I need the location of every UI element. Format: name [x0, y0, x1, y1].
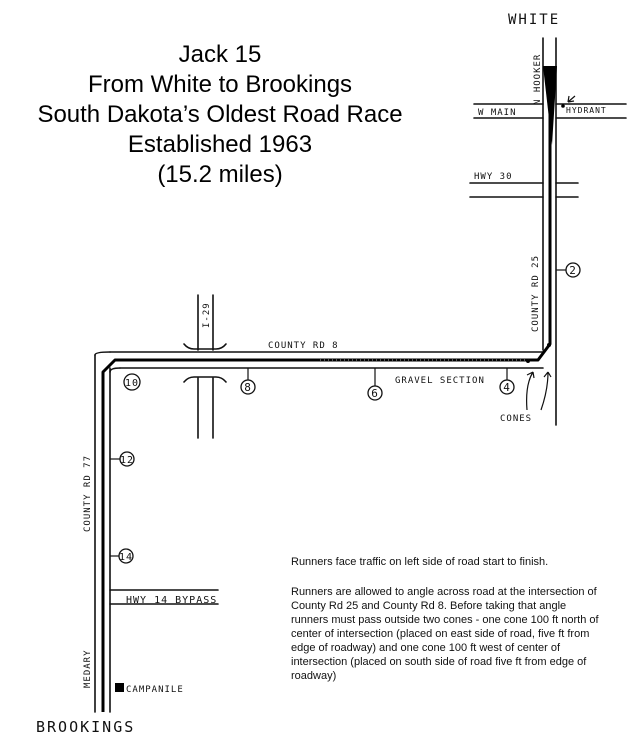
road-label-i29: I-29	[202, 302, 212, 328]
note-face-traffic: Runners face traffic on left side of road start to finish.	[291, 556, 549, 568]
mile-marker-2	[556, 263, 580, 277]
note-angle-rules: Runners are allowed to angle across road at the intersection of County Rd 25 and County Rd 8. Before taking that angle runners must pass outside two cones - one cone 100 ft north of center of intersection (placed on east side of road, five ft from edge of roadway) and one cone 100 ft west of center of intersection (placed on south side of road five ft from edge of roadway)	[291, 586, 599, 682]
town-label-brookings: BROOKINGS	[36, 718, 136, 736]
cones-arrow-2	[541, 372, 551, 410]
road-label-county-rd-77: COUNTY RD 77	[83, 454, 93, 532]
mile-marker-8	[241, 368, 255, 394]
county-rd-77-inner-corner	[110, 368, 120, 372]
town-label-white: WHITE	[508, 12, 561, 28]
svg-text:12: 12	[119, 455, 135, 466]
road-label-county-rd-8: COUNTY RD 8	[268, 341, 339, 351]
svg-text:4: 4	[503, 381, 511, 394]
road-label-cones: CONES	[500, 414, 533, 424]
i29-overpass-south	[184, 377, 226, 382]
svg-text:2: 2	[569, 264, 577, 277]
county-rd-77-corner	[95, 352, 110, 355]
cone-marker-west	[526, 359, 530, 363]
title-line-2: From White to Brookings	[87, 71, 353, 98]
hydrant-dot	[561, 104, 565, 108]
mile-marker-12	[110, 452, 134, 466]
svg-text:14: 14	[118, 552, 134, 563]
road-label-hydrant: HYDRANT	[566, 106, 607, 115]
landmark-label-campanile: CAMPANILE	[126, 685, 184, 695]
road-label-w-main: W MAIN	[478, 108, 517, 118]
title-line-3: South Dakota’s Oldest Road Race	[37, 101, 403, 128]
road-label-n-hooker: N HOOKER	[533, 53, 543, 105]
title-line-1: Jack 15	[178, 41, 262, 68]
i29-overpass-north	[184, 344, 226, 349]
mile-marker-14	[110, 549, 133, 563]
cone-marker-north	[547, 343, 551, 347]
mile-marker-6	[368, 368, 382, 400]
road-label-county-rd-25: COUNTY RD 25	[531, 254, 541, 332]
svg-text:6: 6	[371, 387, 379, 400]
road-label-gravel-section: GRAVEL SECTION	[395, 376, 485, 386]
svg-text:8: 8	[244, 381, 252, 394]
campanile-icon	[115, 683, 124, 692]
title-line-4: Established 1963	[127, 131, 313, 158]
svg-text:10: 10	[124, 378, 140, 389]
hydrant-arrow	[568, 96, 575, 102]
cones-arrow-1	[527, 372, 534, 410]
mile-marker-10	[124, 374, 140, 390]
road-label-hwy14-bypass: HWY 14 BYPASS	[126, 595, 218, 606]
title-line-5: (15.2 miles)	[157, 161, 283, 188]
road-label-medary: MEDARY	[83, 649, 93, 688]
road-label-hwy30: HWY 30	[474, 172, 513, 182]
mile-marker-4	[500, 368, 514, 394]
